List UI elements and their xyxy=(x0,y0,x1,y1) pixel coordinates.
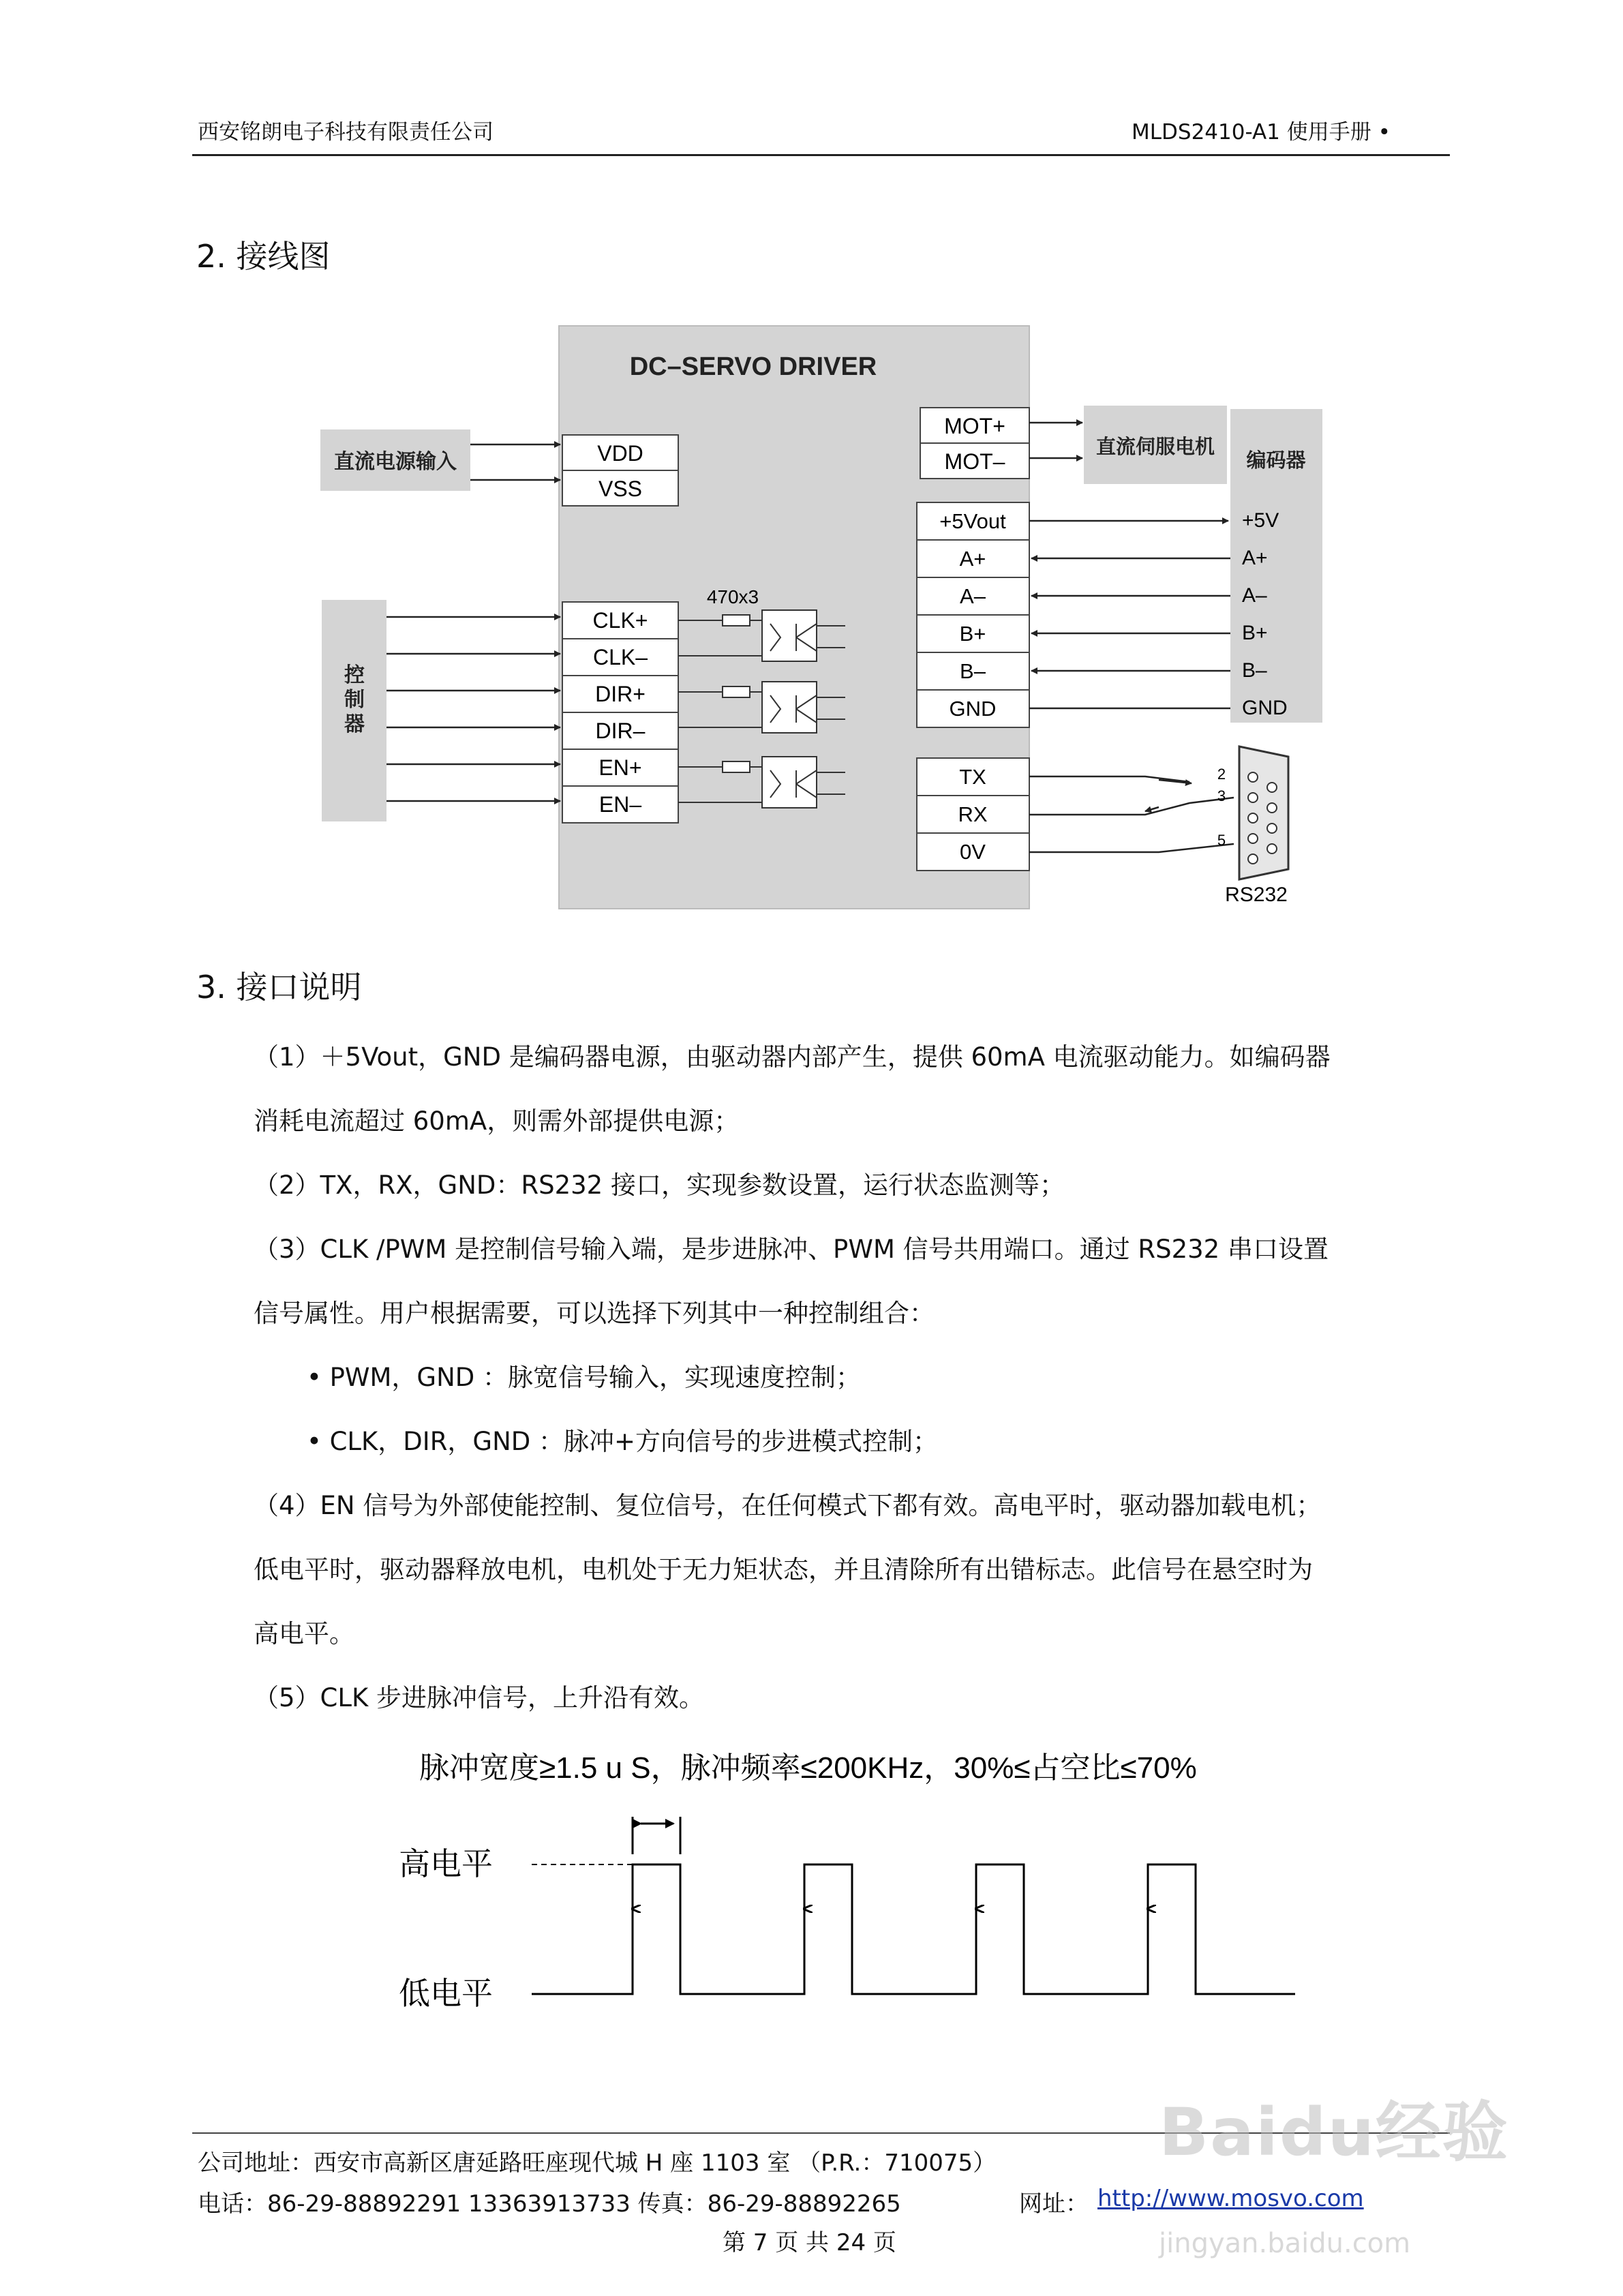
baidu-watermark-url: jingyan.baidu.com xyxy=(1159,2228,1411,2259)
controller-label-3: 器 xyxy=(344,713,365,736)
controller-label-1: 控 xyxy=(344,664,365,686)
pin-en-plus: EN+ xyxy=(598,755,642,780)
pin-5vout: +5Vout xyxy=(939,509,1006,533)
desc-bullet-1: • PWM，GND ：脉宽信号输入，实现速度控制； xyxy=(307,1363,862,1392)
resistor-label: 470x3 xyxy=(706,586,759,607)
pin-dir-minus: DIR– xyxy=(595,719,646,743)
db9-pin-2: 2 xyxy=(1217,766,1226,783)
pin-vss: VSS xyxy=(598,477,643,501)
pin-a-minus: A– xyxy=(960,584,986,608)
pin-0v: 0V xyxy=(960,840,986,864)
encoder-title: 编码器 xyxy=(1246,450,1306,472)
enc-label-b-minus: B– xyxy=(1242,659,1267,682)
pulse-caption: 脉冲宽度≥1.5 u S，脉冲频率≤200KHz，30%≤占空比≤70% xyxy=(419,1751,1197,1785)
pin-a-plus: A+ xyxy=(959,547,986,571)
motor-label: 直流伺服电机 xyxy=(1095,436,1215,458)
header-company: 西安铭朗电子科技有限责任公司 xyxy=(198,120,494,145)
footer-web-label: 网址： xyxy=(1019,2190,1089,2218)
enc-label-gnd: GND xyxy=(1242,697,1288,719)
desc-p4a: （4）EN 信号为外部使能控制、复位信号，在任何模式下都有效。高电平时，驱动器加载电机； xyxy=(254,1491,1322,1520)
section-2-title: 2. 接线图 xyxy=(196,238,331,275)
controller-label-2: 制 xyxy=(344,689,365,711)
desc-p5: （5）CLK 步进脉冲信号，上升沿有效。 xyxy=(254,1683,705,1712)
footer-address: 公司地址：西安市高新区唐延路旺座现代城 H 座 1103 室 （P.R.：710075） xyxy=(198,2149,997,2177)
desc-bullet-2: • CLK，DIR，GND ：脉冲+方向信号的步进模式控制； xyxy=(307,1427,939,1456)
baidu-watermark: Baidu经验 xyxy=(1159,2094,1509,2171)
db9-connector xyxy=(1239,746,1288,879)
pin-tx: TX xyxy=(959,765,986,789)
desc-p4c: 高电平。 xyxy=(254,1619,354,1648)
power-input-label: 直流电源输入 xyxy=(334,451,457,473)
pin-mot-minus: MOT– xyxy=(944,449,1005,474)
pin-dir-plus: DIR+ xyxy=(595,682,646,706)
footer-phone: 电话：86-29-88892291 13363913733 传真：86-29-88892265 xyxy=(198,2190,901,2218)
footer-page-number: 第 7 页 共 24 页 xyxy=(723,2229,896,2256)
enc-label-b-plus: B+ xyxy=(1242,622,1268,644)
pulse-low-label: 低电平 xyxy=(399,1976,493,2011)
desc-p1b: 消耗电流超过 60mA，则需外部提供电源； xyxy=(254,1106,740,1136)
motor-pins xyxy=(920,408,1029,479)
driver-title: DC–SERVO DRIVER xyxy=(629,352,877,381)
pin-clk-minus: CLK– xyxy=(592,645,648,669)
header-divider xyxy=(192,154,1450,156)
pin-vdd: VDD xyxy=(597,441,643,466)
db9-pin-3: 3 xyxy=(1217,787,1226,804)
footer-website-link[interactable]: http://www.mosvo.com xyxy=(1097,2185,1364,2212)
pulse-high-label: 高电平 xyxy=(399,1846,493,1882)
pin-en-minus: EN– xyxy=(598,792,642,817)
pin-clk-plus: CLK+ xyxy=(592,608,648,633)
desc-p3b: 信号属性。用户根据需要，可以选择下列其中一种控制组合： xyxy=(254,1299,935,1328)
desc-p4b: 低电平时，驱动器释放电机，电机处于无力矩状态，并且清除所有出错标志。此信号在悬空时为 xyxy=(254,1555,1313,1584)
pin-gnd: GND xyxy=(949,697,997,721)
header-manual-title: MLDS2410-A1 使用手册 • xyxy=(1132,120,1391,145)
section-3-title: 3. 接口说明 xyxy=(196,969,362,1006)
pin-b-plus: B+ xyxy=(959,622,986,646)
pin-b-minus: B– xyxy=(960,659,986,683)
enc-label-a-minus: A– xyxy=(1242,584,1267,607)
serial-pins xyxy=(917,758,1029,871)
db9-pin-5: 5 xyxy=(1217,832,1226,849)
pulse-waveform xyxy=(532,1864,1295,1994)
interface-description xyxy=(254,1025,1453,1730)
desc-p3a: （3）CLK /PWM 是控制信号输入端，是步进脉冲、PWM 信号共用端口。通过 RS232 串口设置 xyxy=(254,1235,1329,1264)
enc-label-5v: +5V xyxy=(1242,509,1279,532)
power-pins xyxy=(562,435,678,506)
pin-mot-plus: MOT+ xyxy=(944,414,1005,438)
desc-p2: （2）TX，RX，GND：RS232 接口，实现参数设置，运行状态监测等； xyxy=(254,1170,1065,1200)
rs232-label: RS232 xyxy=(1225,883,1288,906)
wiring-diagram xyxy=(300,314,1363,913)
pulse-timing-diagram xyxy=(382,1732,1322,2018)
enc-label-a-plus: A+ xyxy=(1242,547,1268,569)
encoder-pins xyxy=(917,502,1029,727)
control-pins xyxy=(562,602,678,823)
desc-p1a: （1）＋5Vout，GND 是编码器电源，由驱动器内部产生，提供 60mA 电流驱动能力。如编码器 xyxy=(254,1042,1331,1072)
pin-rx: RX xyxy=(958,802,988,826)
